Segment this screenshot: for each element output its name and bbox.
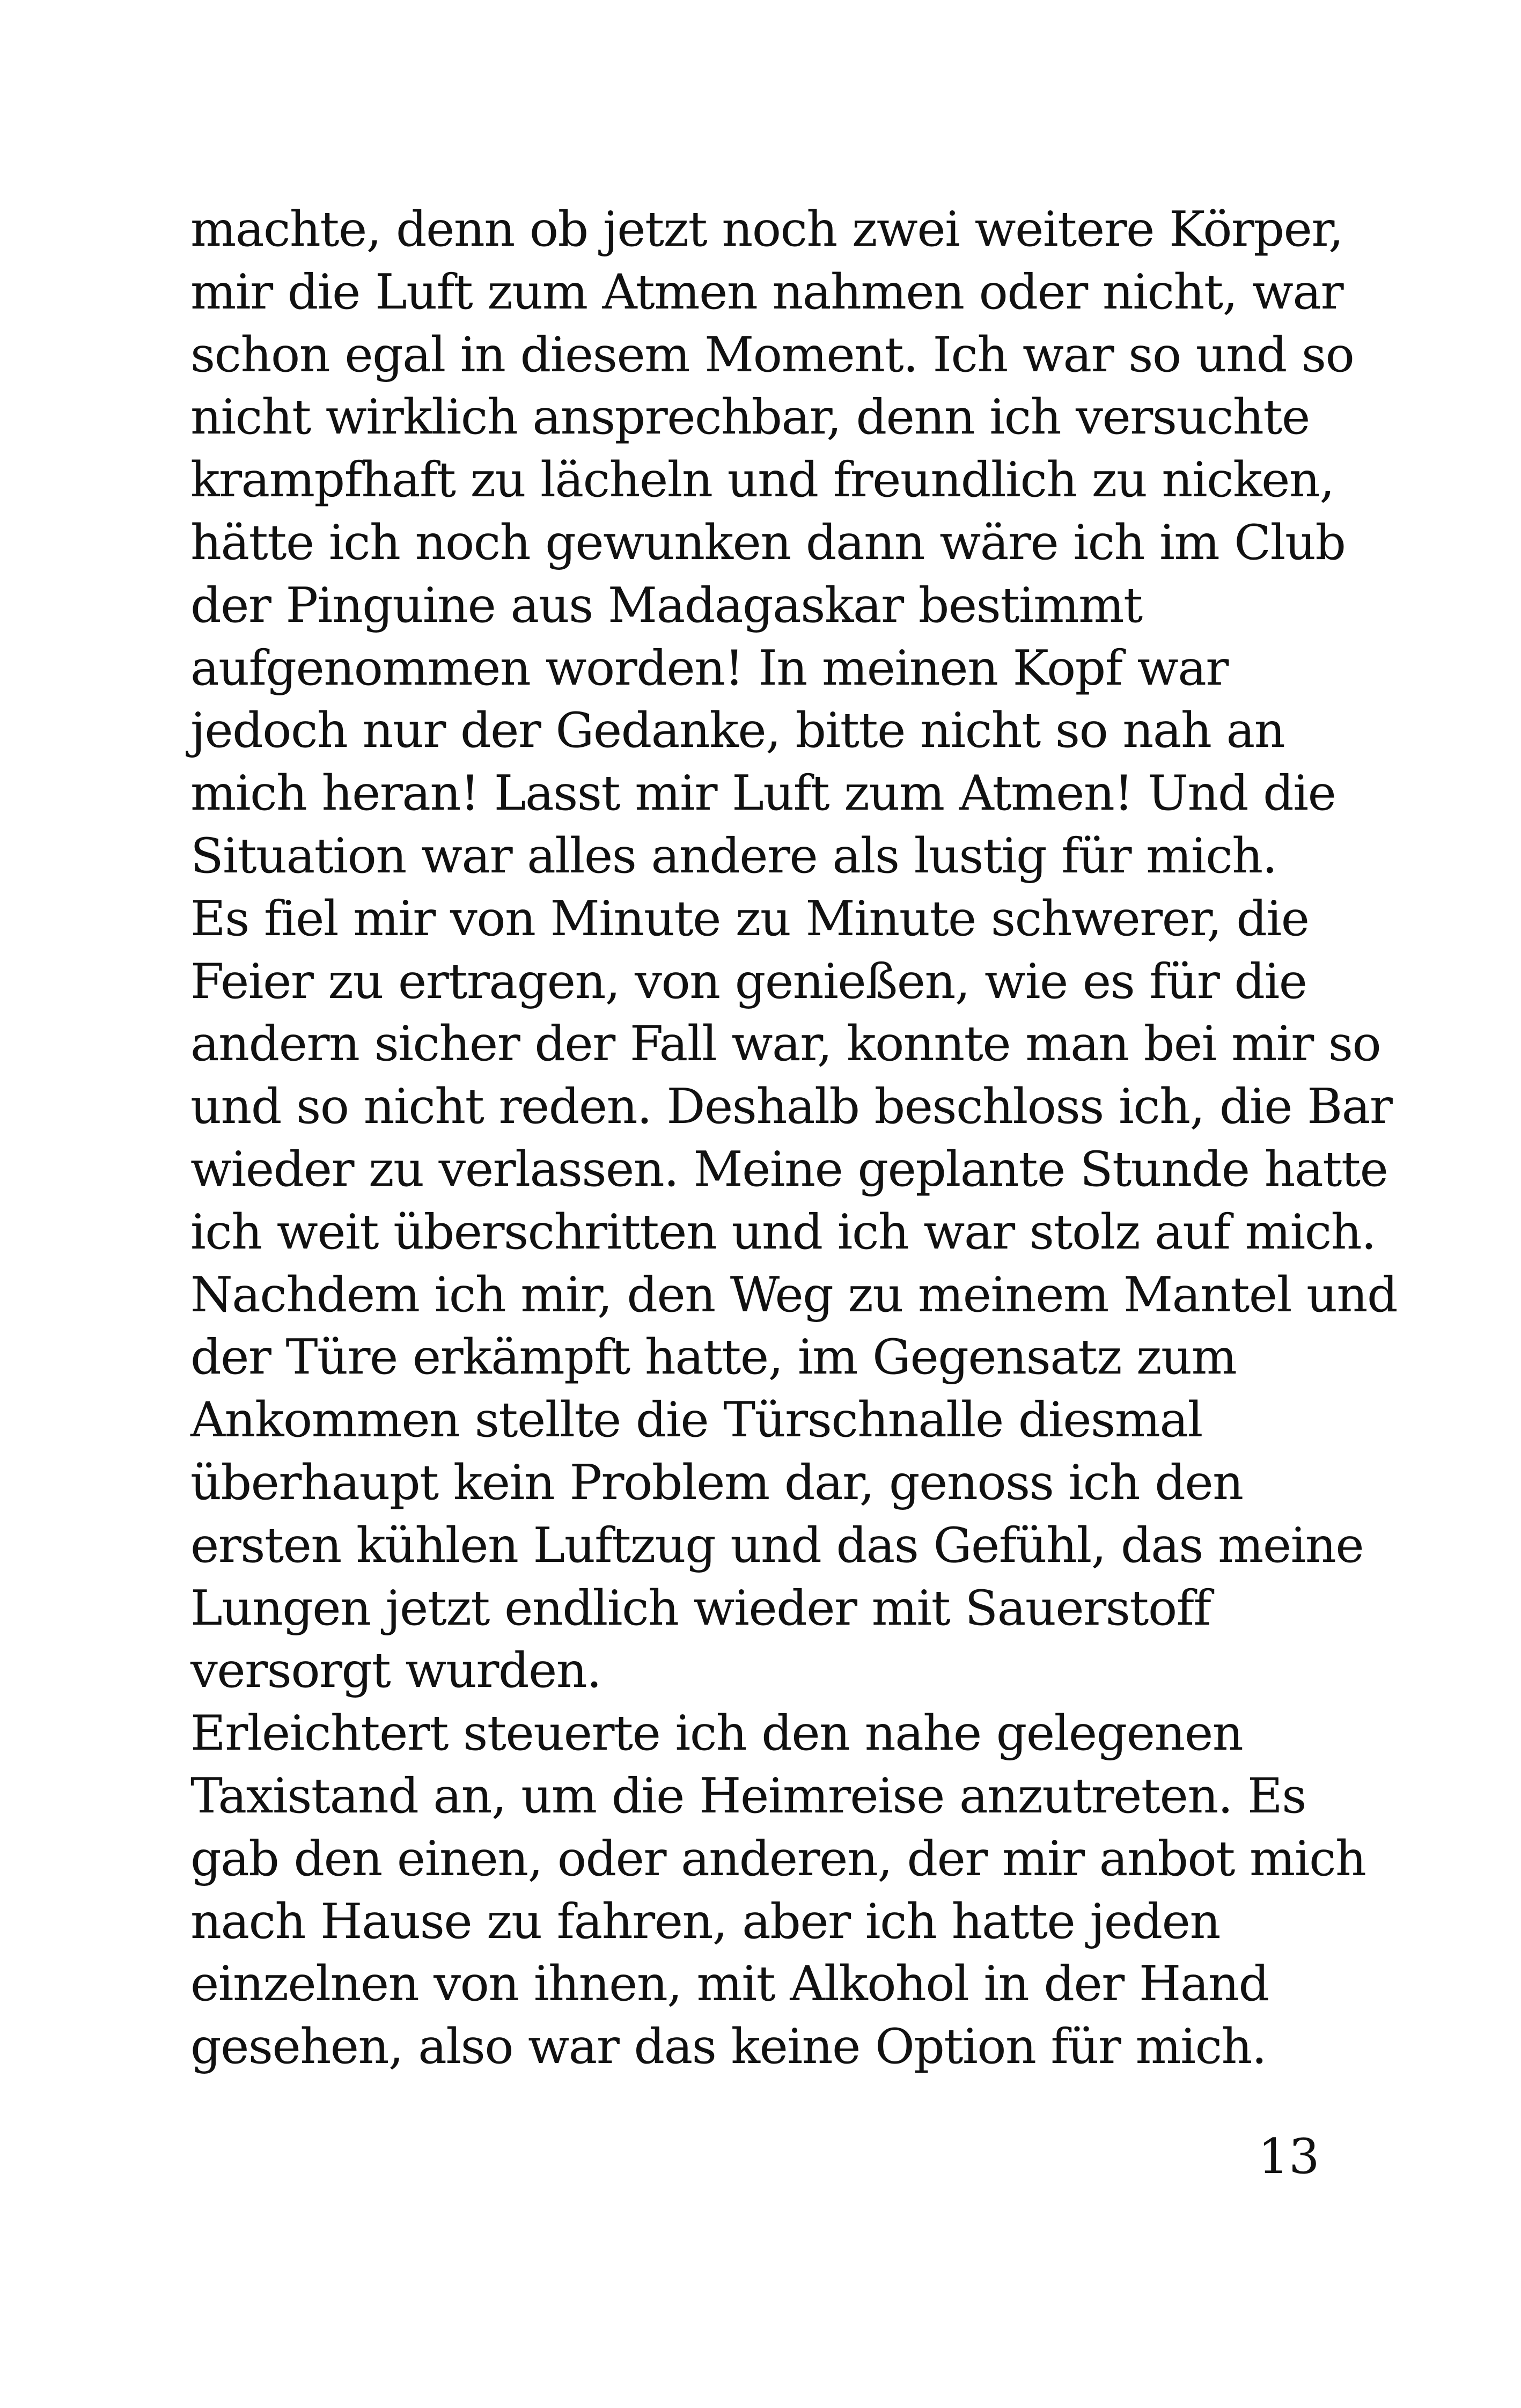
- text-line: der Türe erkämpft hatte, im Gegensatz zum: [190, 1329, 1237, 1386]
- text-line: überhaupt kein Problem dar, genoss ich den: [190, 1454, 1243, 1511]
- text-line: Taxistand an, um die Heimreise anzutreten. Es: [190, 1767, 1306, 1824]
- text-line: hätte ich noch gewunken dann wäre ich im Club: [190, 514, 1346, 571]
- text-line: Feier zu ertragen, von genießen, wie es für die: [190, 953, 1307, 1010]
- text-line: machte, denn ob jetzt noch zwei weitere Körper,: [190, 201, 1343, 258]
- text-line: aufgenommen worden! In meinen Kopf war: [190, 640, 1228, 696]
- text-line: mich heran! Lasst mir Luft zum Atmen! Und die: [190, 765, 1336, 822]
- text-line: Nachdem ich mir, den Weg zu meinem Mantel und: [190, 1266, 1398, 1323]
- text-line: einzelnen von ihnen, mit Alkohol in der Hand: [190, 1956, 1269, 2013]
- text-line: schon egal in diesem Moment. Ich war so und so: [190, 326, 1354, 383]
- text-line: der Pinguine aus Madagaskar bestimmt: [190, 577, 1142, 634]
- text-line: Erleichtert steuerte ich den nahe gelegenen: [190, 1705, 1243, 1762]
- text-line: und so nicht reden. Deshalb beschloss ich, die Bar: [190, 1078, 1392, 1135]
- text-line: nicht wirklich ansprechbar, denn ich versuchte: [190, 389, 1310, 446]
- text-line: andern sicher der Fall war, konnte man bei mir so: [190, 1016, 1381, 1073]
- text-line: wieder zu verlassen. Meine geplante Stunde hatte: [190, 1141, 1388, 1198]
- page-number: 13: [1258, 2128, 1320, 2185]
- text-line: versorgt wurden.: [190, 1642, 601, 1699]
- text-line: Situation war alles andere als lustig für mich.: [190, 827, 1277, 884]
- text-line: nach Hause zu fahren, aber ich hatte jeden: [190, 1893, 1220, 1950]
- text-line: Ankommen stellte die Türschnalle diesmal: [190, 1392, 1202, 1449]
- text-line: ersten kühlen Luftzug und das Gefühl, das meine: [190, 1517, 1364, 1574]
- text-line: Es fiel mir von Minute zu Minute schwerer, die: [190, 890, 1309, 947]
- text-line: Lungen jetzt endlich wieder mit Sauerstoff: [190, 1580, 1211, 1636]
- text-line: gab den einen, oder anderen, der mir anbot mich: [190, 1830, 1366, 1887]
- text-line: jedoch nur der Gedanke, bitte nicht so nah an: [190, 702, 1285, 759]
- text-line: ich weit überschritten und ich war stolz auf mich.: [190, 1203, 1376, 1260]
- body-text: [190, 199, 1398, 2079]
- text-line: mir die Luft zum Atmen nahmen oder nicht, war: [190, 263, 1343, 320]
- text-line: gesehen, also war das keine Option für mich.: [190, 2018, 1267, 2075]
- text-line: krampfhaft zu lächeln und freundlich zu nicken,: [190, 452, 1334, 509]
